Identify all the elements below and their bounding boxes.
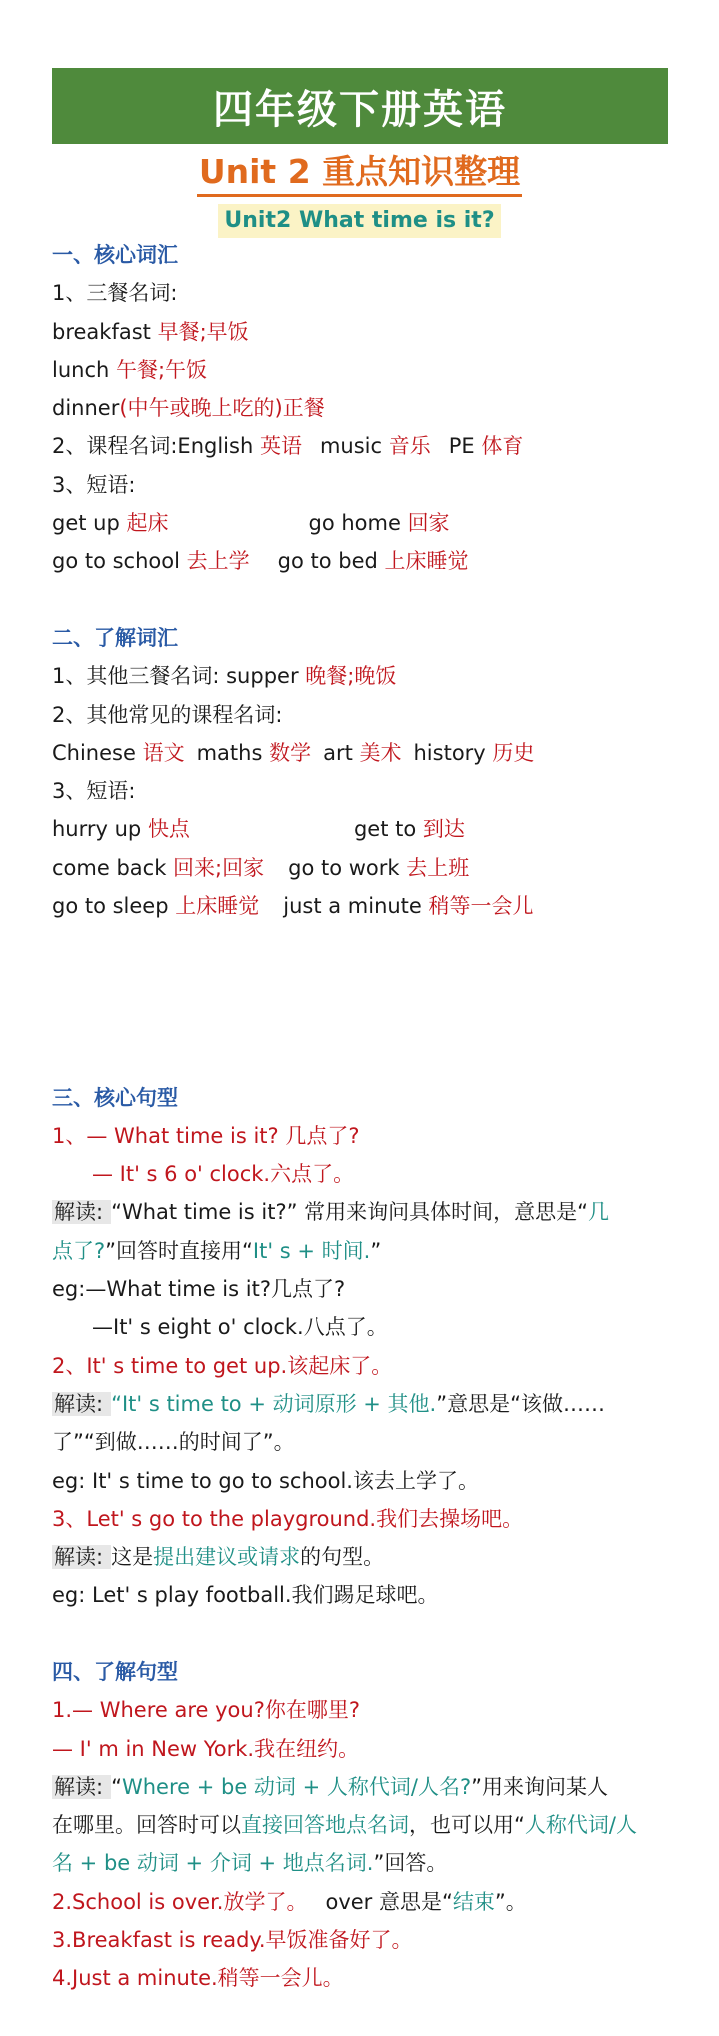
explain-text: 这是 <box>111 1545 154 1570</box>
zh: 音乐 <box>388 434 431 459</box>
explain-line <box>52 1232 672 1270</box>
explain-line <box>52 1768 672 1806</box>
vocab-line <box>52 389 672 427</box>
zh: 起床 <box>126 511 169 536</box>
page-title: 四年级下册英语 <box>213 86 507 133</box>
zh: 回家 <box>407 511 450 536</box>
pattern-line: — I' m in New York.我在纽约。 <box>52 1736 360 1761</box>
section-heading-4: 四、了解句型 <box>52 1659 178 1684</box>
explain-text: ”意思是“该做…… <box>436 1391 605 1416</box>
explain-text: 的句型。 <box>300 1545 385 1570</box>
zh: 数学 <box>269 740 312 765</box>
pattern-line: — It' s 6 o' clock.六点了。 <box>92 1162 355 1187</box>
zh: 体育 <box>481 434 524 459</box>
explain-line <box>52 1193 672 1231</box>
explain-text: ”用来询问某人 <box>471 1774 608 1799</box>
explain-text: “ <box>111 1774 122 1799</box>
en: go to sleep <box>52 894 176 919</box>
en: go home <box>308 511 408 536</box>
explain-text: ”回答时直接用“ <box>105 1238 253 1263</box>
phrase-line <box>52 504 672 542</box>
zh: 回来;回家 <box>173 855 265 880</box>
en: go to school <box>52 549 187 574</box>
vocab-line <box>52 313 672 351</box>
explain-highlight: 名 + be 动词 + 介词 + 地点名词. <box>52 1851 374 1876</box>
explain-text: “What time is it?” 常用来询问具体时间，意思是“ <box>111 1200 589 1225</box>
text-line: 3、短语: <box>52 779 136 804</box>
en: PE <box>448 434 482 459</box>
vocab-line <box>52 427 672 465</box>
unit-title: Unit2 What time is it? <box>218 204 500 238</box>
en: go to work <box>288 855 407 880</box>
explain-highlight: 点了? <box>52 1238 106 1263</box>
subtitle: Unit 2 重点知识整理 <box>197 152 522 197</box>
pattern-line: 1、— What time is it? 几点了? <box>52 1123 360 1148</box>
section-heading-1: 一、核心词汇 <box>52 243 178 267</box>
explain-text: over 意思是“ <box>325 1889 453 1914</box>
vocab-line <box>52 351 672 389</box>
example-line: eg: Let' s play football.我们踢足球吧。 <box>52 1583 439 1608</box>
zh: 稍等一会儿 <box>428 894 534 919</box>
content <box>52 236 672 1998</box>
explain-line: 了”“到做……的时间了”。 <box>52 1430 295 1455</box>
explain-line <box>52 1844 672 1882</box>
explain-highlight: 几 <box>588 1200 610 1225</box>
en: breakfast <box>52 319 158 344</box>
explain-text: ” <box>370 1238 382 1263</box>
zh: 早餐;早饭 <box>157 319 249 344</box>
section-heading-3: 三、核心句型 <box>52 1085 178 1110</box>
section-heading-2: 二、了解词汇 <box>52 625 178 650</box>
en: hurry up <box>52 817 148 842</box>
unit-line-wrap <box>0 204 719 238</box>
zh: 去上班 <box>406 855 470 880</box>
en: get up <box>52 511 127 536</box>
zh: 快点 <box>147 817 190 842</box>
zh: 语文 <box>142 740 185 765</box>
phrase-line <box>52 542 672 580</box>
explain-highlight: “It' s time to + 动词原形 + 其他. <box>111 1391 437 1416</box>
pattern-line: 1.— Where are you?你在哪里? <box>52 1698 360 1723</box>
explain-line <box>52 1385 672 1423</box>
explain-highlight: It' s + 时间. <box>252 1238 371 1263</box>
en: 1、其他三餐名词: supper <box>52 664 306 689</box>
vocab-line <box>52 734 672 772</box>
explain-highlight: 提出建议或请求 <box>153 1545 301 1570</box>
phrase-line <box>52 849 672 887</box>
explain-highlight: 人称代词/人 <box>524 1813 637 1838</box>
explain-label: 解读: <box>52 1392 111 1416</box>
explain-line <box>52 1806 672 1844</box>
zh: 历史 <box>492 740 535 765</box>
en: history <box>413 740 493 765</box>
zh: 上床睡觉 <box>384 549 469 574</box>
explain-highlight: 直接回答地点名词 <box>241 1813 409 1838</box>
text-line: 3、短语: <box>52 472 136 497</box>
phrase-line <box>52 810 672 848</box>
en: dinner <box>52 396 120 421</box>
example-line: —It' s eight o' clock.八点了。 <box>92 1315 388 1340</box>
en: come back <box>52 855 174 880</box>
vocab-line <box>52 657 672 695</box>
en: music <box>319 434 389 459</box>
pattern-line: 3、Let' s go to the playground.我们去操场吧。 <box>52 1506 524 1531</box>
pattern-line: 3.Breakfast is ready.早饭准备好了。 <box>52 1928 413 1953</box>
zh: 晚餐;晚饭 <box>305 664 397 689</box>
en: 2、课程名词:English <box>52 434 260 459</box>
en: art <box>323 740 360 765</box>
example-line: eg:—What time is it?几点了? <box>52 1277 346 1302</box>
explain-text: ”回答。 <box>373 1851 448 1876</box>
zh: (中午或晚上吃的)正餐 <box>119 396 325 421</box>
explain-label: 解读: <box>52 1545 111 1569</box>
text-line: 2、其他常见的课程名词: <box>52 702 283 727</box>
pattern-line: 2、It' s time to get up.该起床了。 <box>52 1353 393 1378</box>
example-line: eg: It' s time to go to school.该去上学了。 <box>52 1468 479 1493</box>
zh: 午餐;午饭 <box>115 357 208 382</box>
en: lunch <box>52 357 116 382</box>
explain-label: 解读: <box>52 1200 111 1224</box>
zh: 上床睡觉 <box>175 894 260 919</box>
en: just a minute <box>283 894 429 919</box>
pattern-text: 2.School is over.放学了。 <box>52 1889 308 1914</box>
phrase-line <box>52 887 672 925</box>
text-line: 1、三餐名词: <box>52 281 178 306</box>
explain-line <box>52 1538 672 1576</box>
explain-highlight: Where + be 动词 + 人称代词/人名? <box>121 1774 472 1799</box>
explain-text: ”。 <box>494 1889 527 1914</box>
title-banner <box>52 68 668 144</box>
en: maths <box>196 740 270 765</box>
explain-text: ，也可以用“ <box>409 1813 525 1838</box>
en: go to bed <box>277 549 385 574</box>
zh: 去上学 <box>186 549 250 574</box>
en: get to <box>353 817 423 842</box>
explain-highlight: 结束 <box>452 1889 495 1914</box>
explain-text: 在哪里。回答时可以 <box>52 1813 241 1838</box>
zh: 英语 <box>259 434 302 459</box>
subtitle-wrap <box>0 152 719 197</box>
zh: 到达 <box>422 817 465 842</box>
en: Chinese <box>52 740 143 765</box>
explain-label: 解读: <box>52 1775 111 1799</box>
pattern-line <box>52 1883 672 1921</box>
pattern-line: 4.Just a minute.稍等一会儿。 <box>52 1966 344 1991</box>
zh: 美术 <box>359 740 402 765</box>
